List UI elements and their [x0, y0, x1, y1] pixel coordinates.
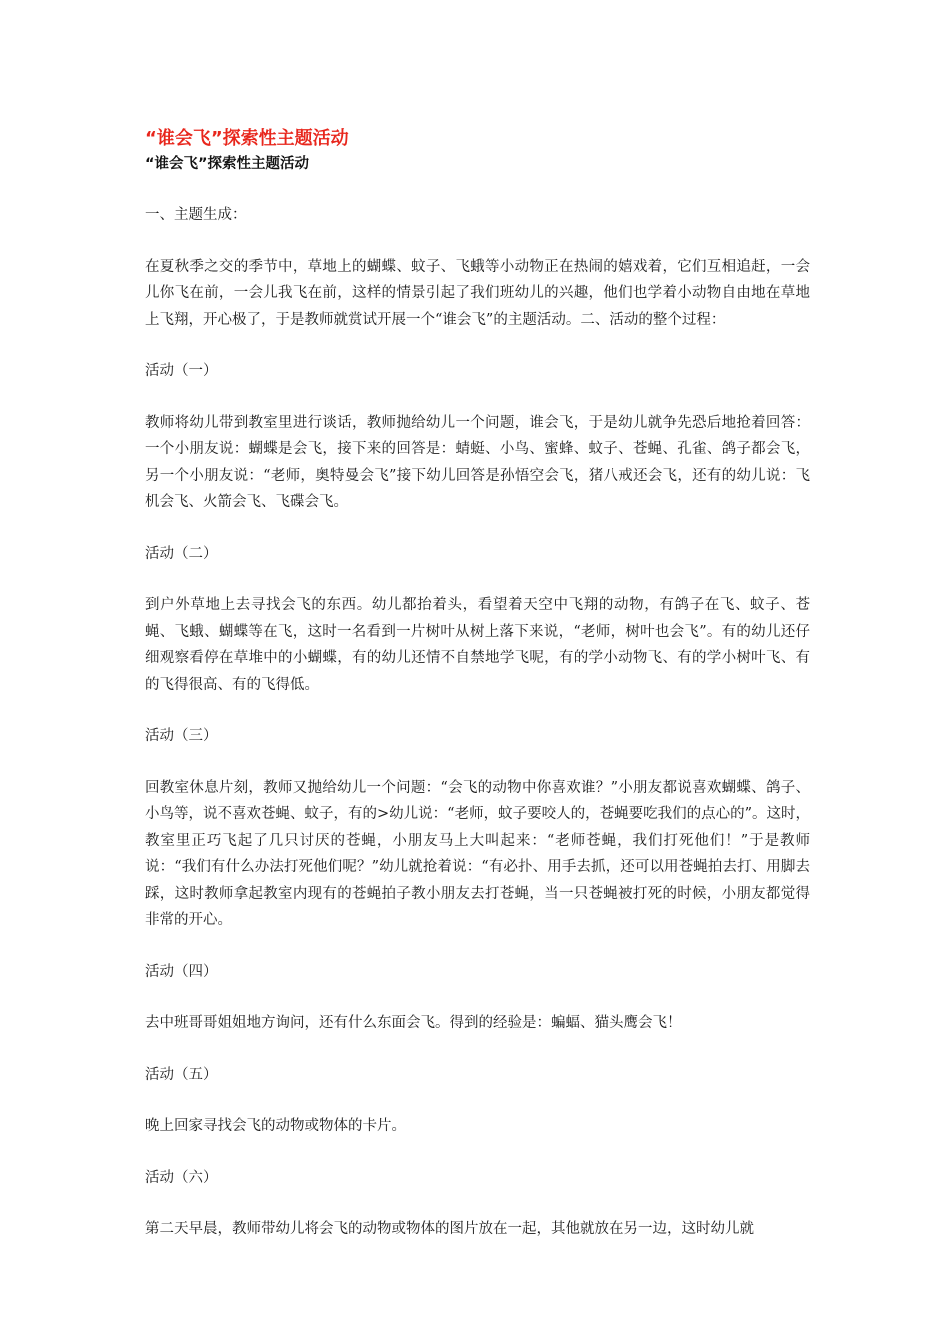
activity-2-heading: 活动（二） [145, 545, 218, 562]
activity-6-heading: 活动（六） [145, 1169, 218, 1186]
activity-4-heading: 活动（四） [145, 963, 218, 980]
document-title: “谁会飞”探索性主题活动 [145, 128, 349, 149]
document-body [145, 202, 810, 1268]
document-subtitle: “谁会飞”探索性主题活动 [145, 156, 310, 172]
activity-3-heading: 活动（三） [145, 728, 218, 744]
activity-3-text: 回教室休息片刻，教师又抛给幼儿一个问题：“会飞的动物中你喜欢谁？”小朋友都说喜欢蝴蝶、鸽子、小鸟等，说不喜欢苍蝇、蚊子，有的>幼儿说：“老师，蚊子要咬人的，苍蝇要吃我们的点心的”。这时，教室里正巧飞起了几只讨厌的苍蝇，小朋友马上大叫起来：“老师苍蝇，我们打死他们！”于是教师说：“我们有什么办法打死他们呢？”幼儿就抢着说：“有必扑、用手去抓，还可以用苍蝇拍去打、用脚去踩，这时教师拿起教室内现有的苍蝇拍子教小朋友去打苍蝇，当一只苍蝇被打死的时候，小朋友都觉得非常的开心。 [145, 779, 810, 928]
activity-6-text: 第二天早晨，教师带幼儿将会飞的动物或物体的图片放在一起，其他就放在另一边，这时幼儿就 [145, 1221, 754, 1237]
activity-5-heading: 活动（五） [145, 1066, 218, 1083]
intro-paragraph: 在夏秋季之交的季节中，草地上的蝴蝶、蚊子、飞蛾等小动物正在热闹的嬉戏着，它们互相追赶，一会儿你飞在前，一会儿我飞在前，这样的情景引起了我们班幼儿的兴趣，他们也学着小动物自由地在草地上飞翔，开心极了，于是教师就赏试开展一个“谁会飞”的主题活动。二、活动的整个过程： [145, 258, 810, 328]
activity-1-heading: 活动（一） [145, 363, 218, 379]
section-heading: 一、主题生成： [145, 207, 247, 223]
activity-2-text: 到户外草地上去寻找会飞的东西。幼儿都抬着头，看望着天空中飞翔的动物，有鸽子在飞、蚊子、苍蝇、飞蛾、蝴蝶等在飞，这时一名看到一片树叶从树上落下来说，“老师，树叶也会飞”。有的幼儿还仔细观察看停在草堆中的小蝴蝶，有的幼儿还情不自禁地学飞呢，有的学小动物飞、有的学小树叶飞、有的飞得很高、有的飞得低。 [145, 597, 810, 693]
activity-5-text: 晚上回家寻找会飞的动物或物体的卡片。 [145, 1118, 406, 1134]
activity-1-text: 教师将幼儿带到教室里进行谈话，教师抛给幼儿一个问题，谁会飞，于是幼儿就争先恐后地抢着回答：一个小朋友说：蝴蝶是会飞，接下来的回答是：蜻蜓、小鸟、蜜蜂、蚊子、苍蝇、孔雀、鸽子都会飞，另一个小朋友说：“老师，奥特曼会飞”接下幼儿回答是孙悟空会飞，猪八戒还会飞，还有的幼儿说：飞机会飞、火箭会飞、飞碟会飞。 [145, 414, 810, 510]
activity-4-text: 去中班哥哥姐姐地方询问，还有什么东面会飞。得到的经验是：蝙蝠、猫头鹰会飞！ [145, 1015, 682, 1031]
